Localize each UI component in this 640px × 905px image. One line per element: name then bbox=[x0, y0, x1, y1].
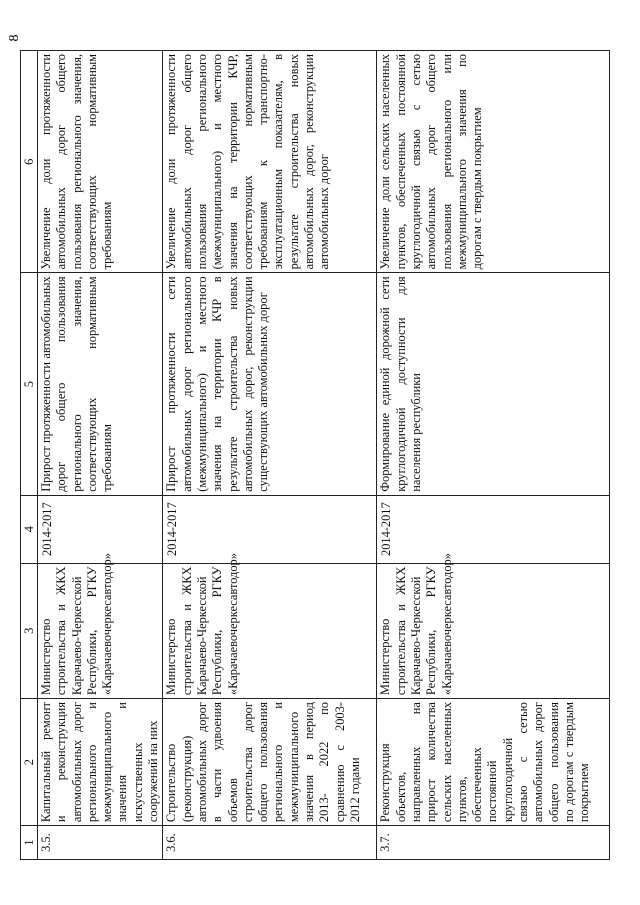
period-cell: 2014-2017 bbox=[377, 495, 610, 563]
executor-cell: Министерство строительства и ЖКХ Карачаево-Черкесской Республики, РГКУ «Карачаевочеркесавтодор» bbox=[163, 563, 377, 699]
header-cell: 1 bbox=[21, 826, 38, 860]
row-number: 3.7. bbox=[377, 826, 610, 860]
indicator-cell: Увеличение доли сельских населенных пунктов, обеспеченных постоянной круглогодичной связью с сетью автомобильных дорог общего пользования регионального или межмуниципального значения по дорогам с твердым покрытием bbox=[377, 51, 610, 273]
period-cell: 2014-2017 bbox=[38, 495, 163, 563]
header-cell: 4 bbox=[21, 495, 38, 563]
result-cell: Прирост протяженности сети автомобильных дорог регионального (межмуниципального) и местного значения на территории КЧР в результате строительства новых автомобильных дорог, реконструкции существующих автомобильных дорог bbox=[163, 273, 377, 495]
indicator-cell: Увеличение доли протяженности автомобильных дорог общего пользования регионального значения, соответствующих нормативным требованиям bbox=[38, 51, 163, 273]
header-cell: 6 bbox=[21, 51, 38, 273]
executor-cell: Министерство строительства и ЖКХ Карачаево-Черкесской Республики, РГКУ «Карачаевочеркесавтодор» bbox=[377, 563, 610, 699]
page-number: 8 bbox=[7, 34, 22, 42]
header-cell: 2 bbox=[21, 699, 38, 826]
header-cell: 3 bbox=[21, 563, 38, 699]
measure-cell: Строительство (реконструкция) автомобильных дорог в части удвоения объемов строительства дорог общего пользования регионального и межмуниципального значения в период 2013- 2022 по сравнению с 2003-2012 годами bbox=[163, 699, 377, 826]
row-number: 3.5. bbox=[38, 826, 163, 860]
result-cell: Прирост протяженности автомобильных дорог общего пользования регионального значения, соответствующих нормативным требованиям bbox=[38, 273, 163, 495]
indicator-cell: Увеличение доли протяженности автомобильных дорог общего пользования регионального (межмуниципального) и местного значения на территории КЧР, соответствующих нормативным требованиям к транспортно-эксплуатационным показателям, в результате строительства новых автомобильных дорог, реконструкции автомобильных дорог bbox=[163, 51, 377, 273]
measure-cell: Реконструкция объектов, направленных на прирост количества сельских населенных пунктов, обеспеченных постоянной круглогодичной связью с сетью автомобильных дорог общего пользования по дорогам с твердым покрытием bbox=[377, 699, 610, 826]
period-cell: 2014-2017 bbox=[163, 495, 377, 563]
header-cell: 5 bbox=[21, 273, 38, 495]
executor-cell: Министерство строительства и ЖКХ Карачаево-Черкесской Республики, РГКУ «Карачаевочеркесавтодор» bbox=[38, 563, 163, 699]
result-cell: Формирование единой дорожной сети круглогодичной доступности для населения республики bbox=[377, 273, 610, 495]
measure-cell: Капитальный ремонт и реконструкция автомобильных дорог регионального и межмуниципального значения и искусственных сооружений на них bbox=[38, 699, 163, 826]
row-number: 3.6. bbox=[163, 826, 377, 860]
